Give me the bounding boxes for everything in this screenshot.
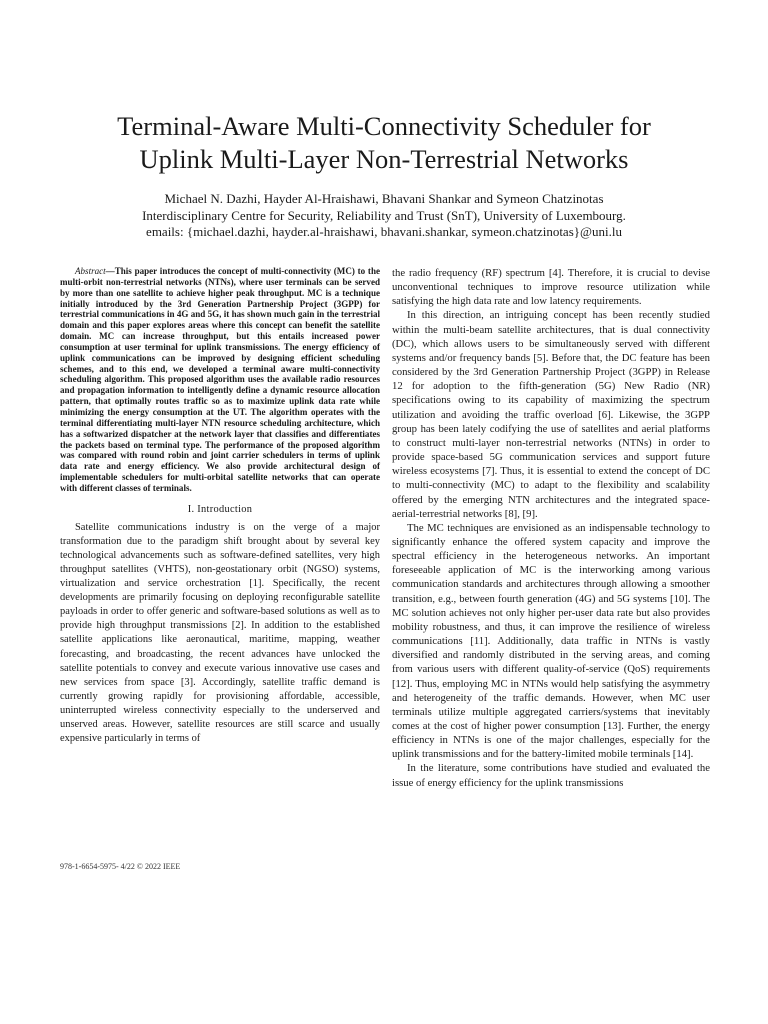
- left-paragraph-1: Satellite communications industry is on the verge of a major transformation due to the paradigm shift brought about by several key technological advancements such as software-defined satellites, very high throughput satellites (VHTS), non-geostationary orbit (NGSO) systems, virtualization and service orchestration [1]. Specifically, the recent developments are primarily focusing on deploying reconfigurable satellite payloads in order to offer generic and software-based solutions as well as to provide high throughput transmissions [2]. In addition to the established satellite applications like aeronautical, maritime, mapping, weather forecasting, and broadcasting, the recent advances have unlocked the satellite potentials to convey and execute various innovative use cases and new services from space [3]. Accordingly, satellite traffic demand is currently growing rapidly for provisioning affordable, accessible, uninterrupted wireless connectivity especially to the underserved and unserved areas. However, satellite resources are still scarce and usually expensive particularly in terms of: [60, 521, 380, 745]
- abstract: [60, 266, 380, 494]
- section-heading-introduction: I. Introduction: [187, 503, 253, 515]
- paper-title-line-2: Uplink Multi-Layer Non-Terrestrial Networks: [139, 144, 629, 174]
- abstract-label: Abstract: [75, 266, 106, 276]
- author-names: Michael N. Dazhi, Hayder Al-Hraishawi, Bhavani Shankar and Symeon Chatzinotas: [164, 191, 604, 206]
- right-paragraph-4: In the literature, some contributions have studied and evaluated the issue of energy efficiency for the uplink transmissions: [392, 762, 710, 789]
- right-column: [392, 266, 710, 790]
- right-paragraph-1: the radio frequency (RF) spectrum [4]. Therefore, it is crucial to devise unconventional techniques to improve resource utilization while satisfying the high data rate and low latency requirements.: [392, 267, 710, 308]
- author-block: [30, 191, 738, 241]
- author-emails: emails: {michael.dazhi, hayder.al-hraishawi, bhavani.shankar, symeon.chatzinotas}@uni.lu: [146, 224, 622, 239]
- paper-title: [40, 110, 728, 176]
- right-paragraph-3: The MC techniques are envisioned as an indispensable technology to significantly enhance the offered system capacity and improve the spectral efficiency in the heterogeneous networks. An important foreseeable application of MC is the interworking among various communication standards and architectures through allowing a smoother transition, e.g., between fourth generation (4G) and 5G systems [10]. The MC solution achieves not only higher per-user data rate but also provides mobility robustness, and thus, it can improve the resilience of wireless communications [11]. Additionally, data traffic in NTNs is vastly diversified and randomly distributed in the serving areas, and coming from various users with different quality-of-service (QoS) requirements [12]. Thus, employing MC in NTNs would help satisfying the asymmetry and heterogeneity of the traffic demands. However, when MC user terminals utilize multiple aggregated carriers/systems that inevitably comes at the cost of higher power consumption [13]. Further, the energy efficiency in NTNs is one of the major challenges, especially for the uplink transmissions and for the battery-limited mobile terminals [14].: [392, 521, 710, 761]
- copyright-footer: 978-1-6654-5975- 4/22 © 2022 IEEE: [60, 862, 181, 871]
- author-affiliation: Interdisciplinary Centre for Security, Reliability and Trust (SnT), University of Luxembourg.: [142, 207, 626, 223]
- paper-title-line-1: Terminal-Aware Multi-Connectivity Scheduler for: [117, 111, 651, 141]
- abstract-text: This paper introduces the concept of multi-connectivity (MC) to the multi-orbit non-terrestrial networks (NTNs), where user terminals can be served by more than one satellite to achieve higher peak throughput. MC is a technique initially introduced by the 3rd Generation Partnership Project (3GPP) for terrestrial communications in 4G and 5G, it has shown much gain in the terrestrial domain and this paper explores areas where this concept can benefit the satellite domain. MC can increase throughput, but this entails increased power consumption at user terminal for uplink transmissions. The energy efficiency of uplink communications can be improved by designing efficient scheduling schemes, and to this end, we developed a terminal aware multi-connectivity scheduling algorithm. This proposed algorithm uses the available radio resources and propagation information to intelligently define a dynamic resource allocation pattern, that optimally routes traffic so as to maximize uplink data rate while minimizing the energy consumption at the UT. The algorithm operates with the terminal differentiating multi-layer NTN resource scheduling architecture, which has a softwarized dispatcher at the network layer that classifies and differentiates the packets based on terminal type. The performance of the proposed algorithm was compared with round robin and joint carrier schedulers in terms of uplink data rate and energy efficiency. We also provide architectural design of implementable schedulers for multi-orbital satellite networks that can operate with different classes of terminals.: [60, 266, 380, 493]
- left-column: [60, 266, 380, 746]
- right-paragraph-2: In this direction, an intriguing concept has been recently studied within the multi-beam satellite architectures, that is dual connectivity (DC), which allows users to be simultaneously served with different systems and/or frequency bands [5]. Before that, the DC feature has been considered by the 3rd Generation Partnership Project (3GPP) in Release 12 for adoption to the fifth-generation (5G) New Radio (NR) specifications owing to its capability of maximizing the spectrum utilization and avoiding the traffic overload [6]. Likewise, the 3GPP group has been lately codifying the use of satellites and aerial platforms to construct multi-layer non-terrestrial networks (NTNs) in order to provide space-based 5G communication services and support future wireless ecosystems [7]. Thus, it is essential to extend the concept of DC to multi-connectivity (MC) to adapt to the flexibility and scalability offered by the emerging NTN architectures and the integrated space-aerial-terrestrial networks [8], [9].: [392, 309, 710, 520]
- abstract-dash: —: [105, 266, 115, 276]
